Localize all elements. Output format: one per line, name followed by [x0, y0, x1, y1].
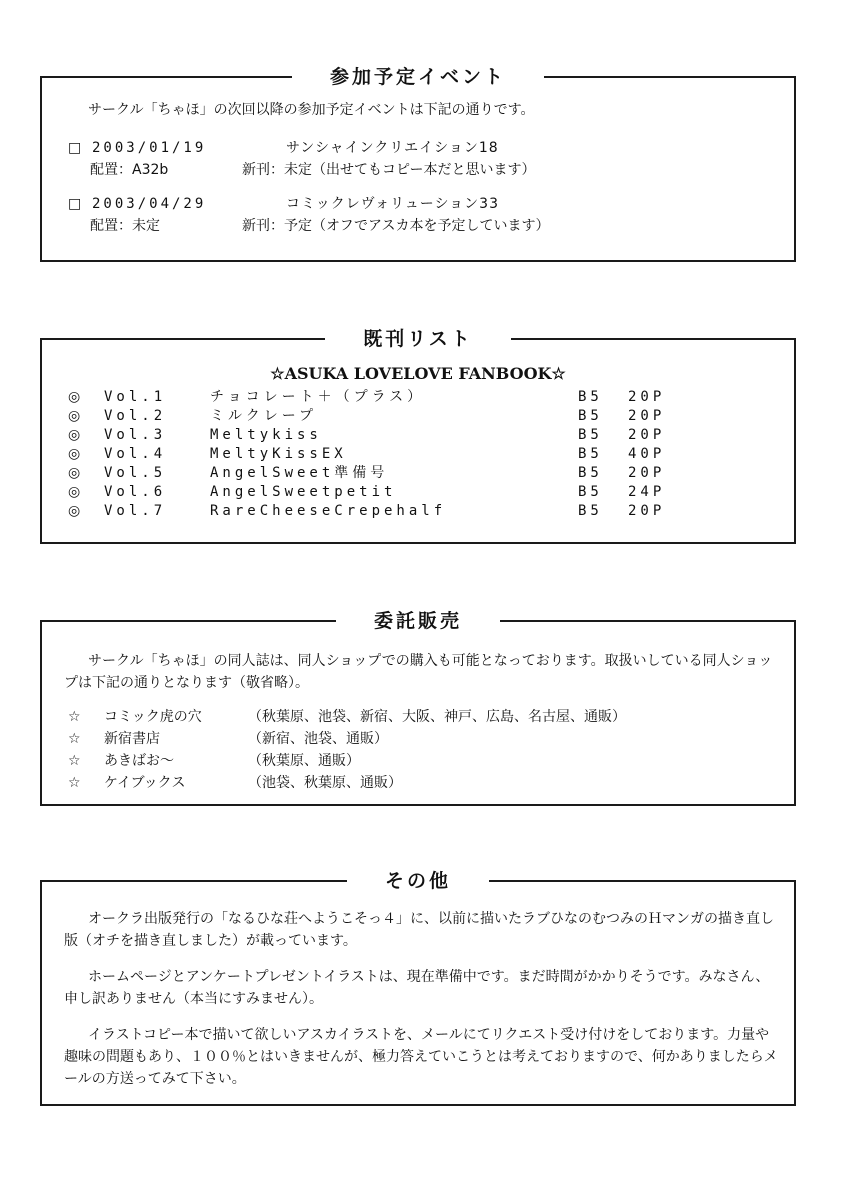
other-paragraph: イラストコピー本で描いて欲しいアスカイラストを、メールにてリクエスト受け付けをしております。力量や趣味の問題もあり、１００％とはいきませんが、極力答えていこうとは考えておりますので、何かありましたらメールの方送ってみて下さい。 [64, 1027, 778, 1087]
issue-pages: 20P [628, 465, 666, 481]
shop-name: 新宿書店 [104, 731, 160, 747]
event-place: 配置：A32b [90, 162, 169, 178]
issue-pages: 20P [628, 408, 666, 424]
issue-name: MeltyKissEX [210, 446, 347, 462]
issue-volume: Vol.2 [104, 408, 167, 424]
shop-areas: （新宿、池袋、通販） [248, 731, 388, 747]
event-book: 新刊：予定（オフでアスカ本を予定しています） [242, 218, 550, 234]
issue-size: B5 [578, 484, 603, 500]
consign-title: 委託販売 [336, 610, 500, 632]
shop-areas: （秋葉原、池袋、新宿、大阪、神戸、広島、名古屋、通販） [248, 709, 626, 725]
issue-size: B5 [578, 446, 603, 462]
shop-areas: （秋葉原、通販） [248, 753, 360, 769]
event-name: コミックレヴォリューション33 [286, 196, 499, 212]
shop-name: コミック虎の穴 [104, 709, 202, 725]
issue-pages: 20P [628, 389, 666, 405]
event-place: 配置：未定 [90, 218, 160, 234]
events-intro: サークル「ちゃほ」の次回以降の参加予定イベントは下記の通りです。 [88, 102, 535, 118]
events-box [40, 66, 796, 262]
issue-name: Meltykiss [210, 427, 322, 443]
issue-name: AngelSweet準備号 [210, 465, 389, 481]
issue-volume: Vol.6 [104, 484, 167, 500]
bullet-icon: ◎ [68, 465, 81, 481]
event-date: 2003/01/19 [92, 140, 207, 156]
issue-volume: Vol.1 [104, 389, 167, 405]
star-icon: ☆ [68, 753, 81, 769]
star-icon: ☆ [68, 775, 81, 791]
issue-name: ミルクレープ [210, 408, 318, 424]
series-title: ☆ASUKA LOVELOVE FANBOOK☆ [270, 364, 566, 383]
issue-size: B5 [578, 465, 603, 481]
issue-volume: Vol.7 [104, 503, 167, 519]
issue-size: B5 [578, 427, 603, 443]
issue-size: B5 [578, 503, 603, 519]
issue-pages: 40P [628, 446, 666, 462]
issue-name: チョコレート＋（プラス） [210, 389, 426, 405]
event-book: 新刊：未定（出せてもコピー本だと思います） [242, 162, 536, 178]
bullet-icon: ◎ [68, 503, 81, 519]
issue-name: AngelSweetpetit [210, 484, 397, 500]
shop-name: あきばお～ [104, 753, 174, 769]
issue-size: B5 [578, 389, 603, 405]
issue-pages: 20P [628, 503, 666, 519]
bullet-icon: ◎ [68, 446, 81, 462]
star-icon: ☆ [68, 731, 81, 747]
issue-volume: Vol.4 [104, 446, 167, 462]
issue-pages: 24P [628, 484, 666, 500]
shop-areas: （池袋、秋葉原、通販） [248, 775, 402, 791]
checkbox-icon: □ [68, 196, 82, 212]
consign-intro: サークル「ちゃほ」の同人誌は、同人ショップでの購入も可能となっております。取扱いしている同人ショップは下記の通りとなります（敬省略）。 [64, 653, 773, 691]
star-icon: ☆ [68, 709, 81, 725]
consign-box [40, 610, 796, 806]
shop-name: ケイブックス [104, 775, 186, 791]
issue-pages: 20P [628, 427, 666, 443]
event-name: サンシャインクリエイション18 [286, 140, 499, 156]
list-title: 既刊リスト [325, 328, 511, 350]
bullet-icon: ◎ [68, 427, 81, 443]
checkbox-icon: □ [68, 140, 82, 156]
events-title: 参加予定イベント [292, 66, 544, 88]
issue-volume: Vol.5 [104, 465, 167, 481]
issue-size: B5 [578, 408, 603, 424]
other-paragraph: ホームページとアンケートプレゼントイラストは、現在準備中です。まだ時間がかかりそうです。みなさん、申し訳ありません（本当にすみません）。 [64, 969, 770, 1007]
bullet-icon: ◎ [68, 389, 81, 405]
bullet-icon: ◎ [68, 484, 81, 500]
other-title: その他 [347, 870, 489, 892]
other-paragraph: オークラ出版発行の「なるひな荘へようこそっ４」に、以前に描いたラブひなのむつみのＨマンガの描き直し版（オチを描き直しました）が載っています。 [64, 911, 774, 949]
bullet-icon: ◎ [68, 408, 81, 424]
list-box [40, 328, 796, 544]
event-date: 2003/04/29 [92, 196, 207, 212]
issue-name: RareCheeseCrepehalf [210, 503, 447, 519]
other-box [40, 870, 796, 1106]
issue-volume: Vol.3 [104, 427, 167, 443]
